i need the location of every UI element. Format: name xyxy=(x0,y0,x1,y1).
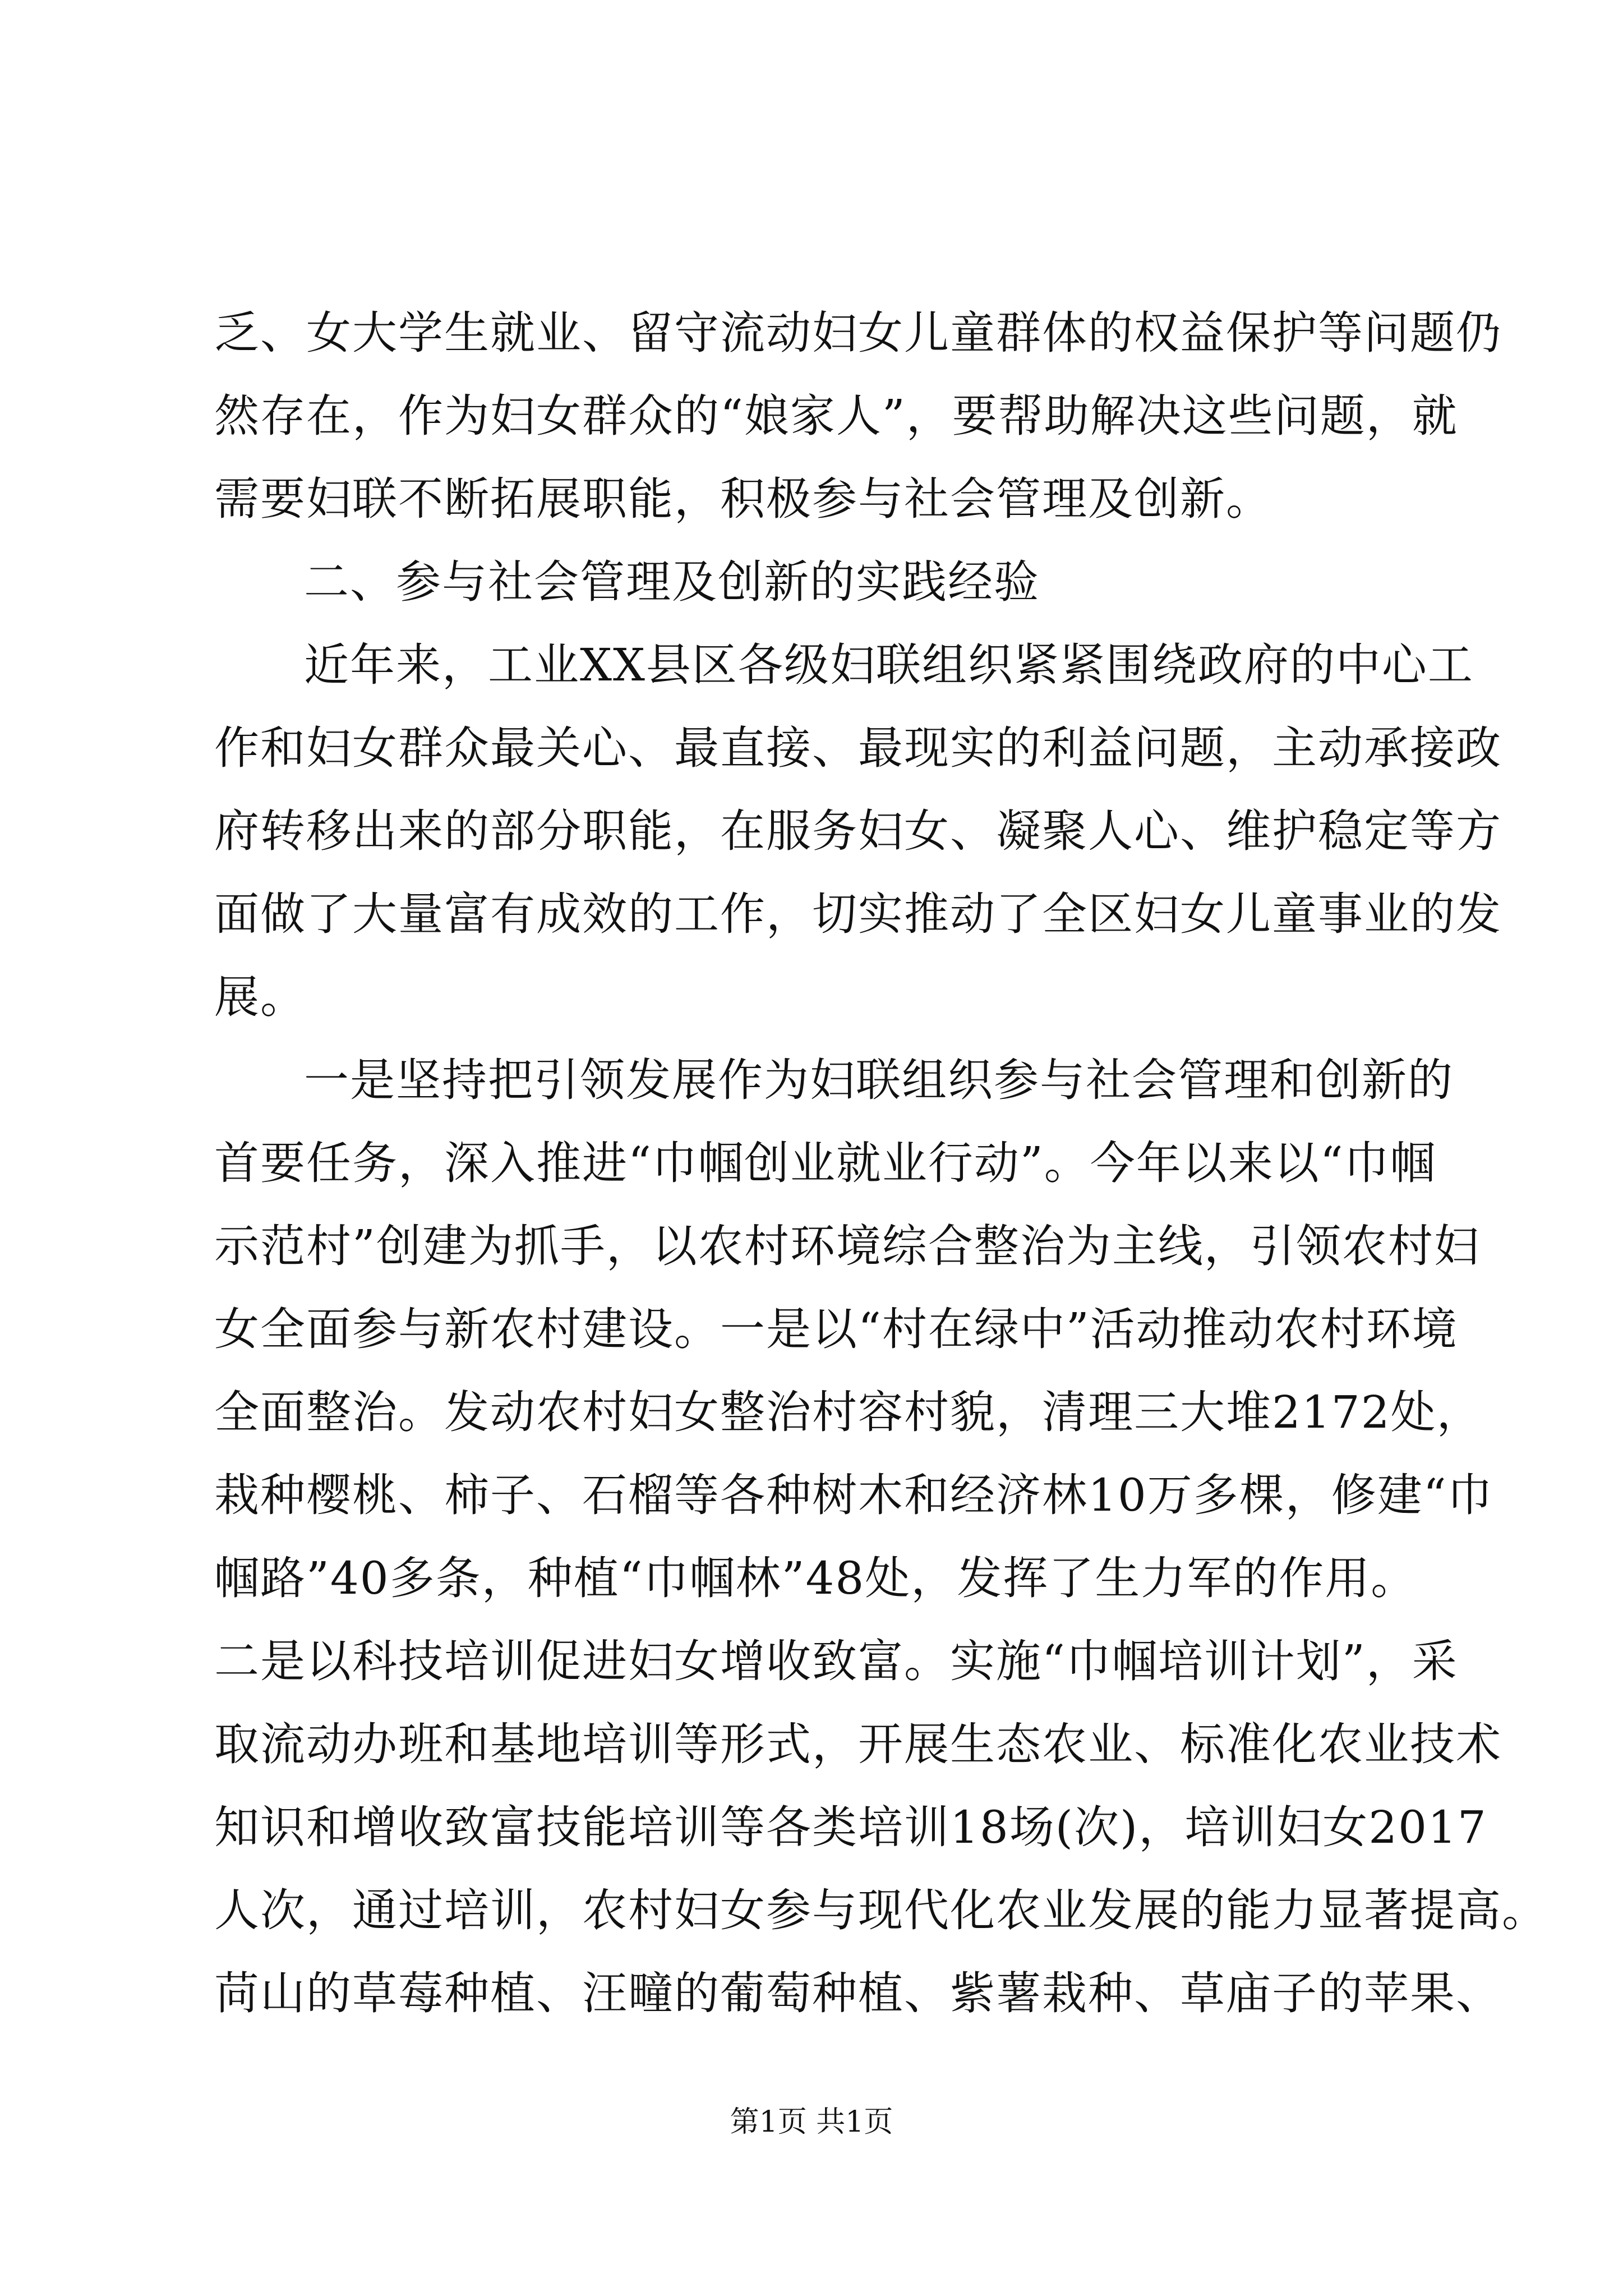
text-line: 知识和增收致富技能培训等各类培训18场(次)，培训妇女2017 xyxy=(214,1801,1487,1853)
text-line: 近年来，工业XX县区各级妇联组织紧紧围绕政府的中心工 xyxy=(304,639,1474,691)
text-line: 全面整治。发动农村妇女整治村容村貌，清理三大堆2172处， xyxy=(214,1386,1483,1438)
text-line: 首要任务，深入推进“巾帼创业就业行动”。今年以来以“巾帼 xyxy=(214,1137,1436,1189)
text-line: 需要妇联不断拓展职能，积极参与社会管理及创新。 xyxy=(214,473,1272,525)
text-line: 乏、女大学生就业、留守流动妇女儿童群体的权益保护等问题仍 xyxy=(214,307,1502,359)
text-line: 二、参与社会管理及创新的实践经验 xyxy=(304,556,1040,608)
text-line: 然存在，作为妇女群众的“娘家人”，要帮助解决这些问题，就 xyxy=(214,390,1458,442)
text-line: 展。 xyxy=(214,971,306,1023)
text-line: 二是以科技培训促进妇女增收致富。实施“巾帼培训计划”，采 xyxy=(214,1635,1458,1687)
text-line: 帼路”40多条，种植“巾帼林”48处，发挥了生力军的作用。 xyxy=(214,1552,1417,1604)
text-line: 一是坚持把引领发展作为妇联组织参与社会管理和创新的 xyxy=(304,1054,1454,1106)
page-footer: 第1页 共1页 xyxy=(730,2105,893,2139)
text-line: 取流动办班和基地培训等形式，开展生态农业、标准化农业技术 xyxy=(214,1718,1502,1770)
text-line: 栽种樱桃、柿子、石榴等各种树木和经济林10万多棵，修建“巾 xyxy=(214,1469,1493,1521)
text-line: 女全面参与新农村建设。一是以“村在绿中”活动推动农村环境 xyxy=(214,1303,1458,1355)
text-line: 示范村”创建为抓手，以农村环境综合整治为主线，引领农村妇 xyxy=(214,1220,1480,1272)
text-line: 作和妇女群众最关心、最直接、最现实的利益问题，主动承接政 xyxy=(214,722,1502,774)
text-line: 面做了大量富有成效的工作，切实推动了全区妇女儿童事业的发 xyxy=(214,888,1502,940)
document-body xyxy=(214,292,1548,2035)
text-line: 府转移出来的部分职能，在服务妇女、凝聚人心、维护稳定等方 xyxy=(214,805,1502,857)
text-line: 苘山的草莓种植、汪疃的葡萄种植、紫薯栽种、草庙子的苹果、 xyxy=(214,1967,1502,2019)
text-line: 人次，通过培训，农村妇女参与现代化农业发展的能力显著提高。 xyxy=(214,1884,1548,1936)
